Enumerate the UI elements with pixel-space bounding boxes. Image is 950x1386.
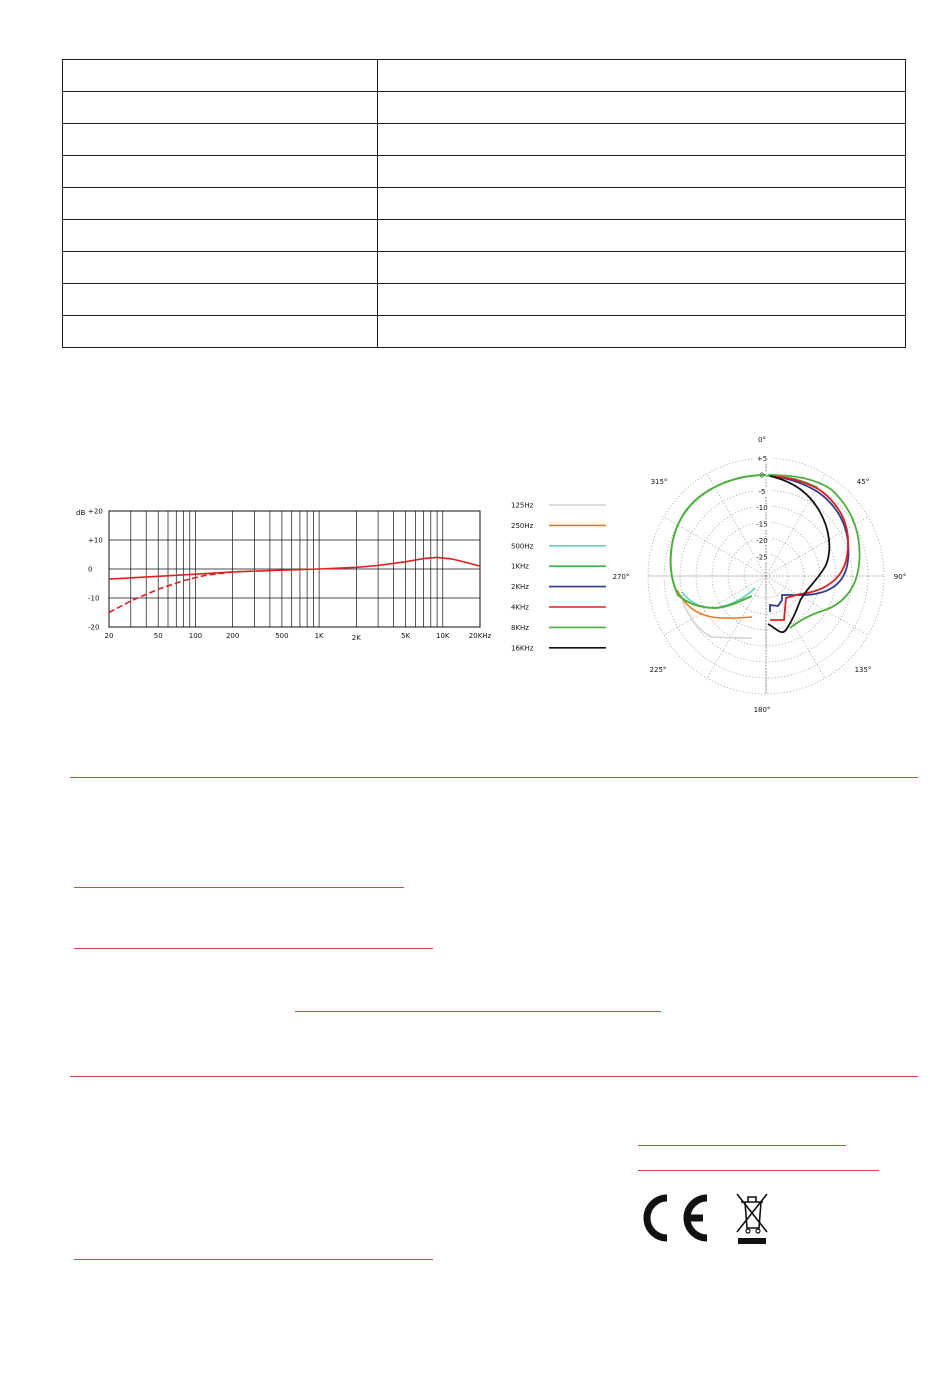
legend-label: 4KHz: [511, 603, 529, 612]
polar-spoke: [664, 517, 766, 576]
y-tick-label: +10: [88, 536, 103, 545]
legend-label: 125Hz: [511, 501, 534, 510]
spec-value-cell: [378, 284, 906, 316]
polar-spoke: [766, 517, 868, 576]
link-underline: [74, 887, 404, 888]
polar-spoke: [766, 474, 825, 576]
spec-row: [63, 188, 906, 220]
polar-radial-label: -20: [756, 537, 768, 545]
polar-radial-label: -10: [756, 504, 768, 513]
x-tick-label: 5K: [401, 632, 411, 640]
legend-label: 250Hz: [511, 521, 534, 530]
polar-angle-label: 180°: [753, 706, 771, 714]
spec-label-cell: [63, 220, 378, 252]
x-tick-label: 200: [225, 632, 240, 640]
section-divider: [70, 1076, 918, 1077]
polar-angle-label: 225°: [649, 666, 667, 674]
spec-row: [63, 92, 906, 124]
polar-legend: [505, 495, 615, 655]
y-tick-label: +20: [88, 507, 103, 516]
polar-radial-label: +5: [756, 455, 768, 463]
x-tick-label: 50: [153, 632, 163, 640]
legend-label: 8KHz: [511, 623, 529, 632]
polar-angle-label: 90°: [893, 573, 907, 581]
spec-row: [63, 124, 906, 156]
ce-mark: [637, 1192, 712, 1244]
polar-curve-16khz: [768, 476, 829, 632]
y-tick-label: 0: [88, 565, 93, 574]
section-divider: [70, 777, 918, 778]
frequency-curve-solid: [109, 557, 480, 579]
x-tick-label: 10K: [436, 632, 450, 640]
spec-row: [63, 316, 906, 348]
spec-row: [63, 220, 906, 252]
spec-label-cell: [63, 252, 378, 284]
link-underline: [638, 1145, 846, 1146]
x-tick-label: 20: [104, 632, 114, 640]
polar-angle-label: 315°: [650, 478, 668, 486]
spec-value-cell: [378, 188, 906, 220]
spec-table: [62, 59, 906, 348]
y-tick-label: -10: [88, 594, 100, 603]
spec-label-cell: [63, 284, 378, 316]
polar-pattern-chart: [605, 430, 925, 720]
spec-label-cell: [63, 156, 378, 188]
ce-mark-text: CE: [637, 1192, 639, 1193]
spec-row: [63, 156, 906, 188]
spec-label-cell: [63, 92, 378, 124]
y-tick-label: -20: [88, 623, 100, 632]
link-underline: [295, 1011, 661, 1012]
x-tick-label: 500: [275, 632, 289, 640]
spec-value-cell: [378, 156, 906, 188]
polar-radial-label: -5: [758, 487, 766, 496]
polar-radial-label: 0: [759, 471, 765, 480]
x-tick-label: 100: [188, 632, 203, 640]
legend-label: 16KHz: [511, 644, 534, 653]
polar-radial-label: -25: [756, 553, 768, 562]
y-axis-label: dB: [76, 509, 86, 517]
spec-value-cell: [378, 60, 906, 92]
ce-mark-c: [647, 1198, 667, 1238]
spec-value-cell: [378, 220, 906, 252]
polar-angle-label: 45°: [856, 478, 870, 486]
weee-bin-icon: [733, 1190, 771, 1246]
polar-curve-125hz: [682, 600, 752, 638]
ce-mark-e: [685, 1198, 707, 1238]
polar-spoke: [664, 576, 766, 635]
spec-row: [63, 252, 906, 284]
polar-spoke: [707, 576, 766, 678]
spec-value-cell: [378, 316, 906, 348]
spec-value-cell: [378, 252, 906, 284]
link-underline: [74, 948, 433, 949]
x-tick-label: 20KHz: [468, 632, 492, 640]
x-tick-label: 2K: [351, 634, 361, 642]
legend-label: 1KHz: [511, 562, 529, 571]
polar-angle-label: 270°: [612, 573, 630, 581]
spec-row: [63, 60, 906, 92]
link-underline: [74, 1259, 433, 1260]
spec-value-cell: [378, 92, 906, 124]
link-underline: [638, 1170, 879, 1171]
spec-label-cell: [63, 60, 378, 92]
legend-label: 500Hz: [511, 542, 534, 551]
polar-angle-label: 0°: [758, 436, 766, 444]
spec-label-cell: [63, 188, 378, 220]
polar-radial-label: -15: [756, 520, 768, 529]
spec-label-cell: [63, 124, 378, 156]
frequency-response-chart: [70, 495, 500, 650]
legend-label: 2KHz: [511, 583, 529, 592]
spec-row: [63, 284, 906, 316]
spec-value-cell: [378, 124, 906, 156]
polar-curve-8khz-left: [671, 475, 766, 608]
polar-curve-8khz-right: [768, 475, 860, 628]
polar-angle-label: 135°: [854, 666, 872, 674]
spec-label-cell: [63, 316, 378, 348]
x-tick-label: 1K: [314, 632, 324, 640]
